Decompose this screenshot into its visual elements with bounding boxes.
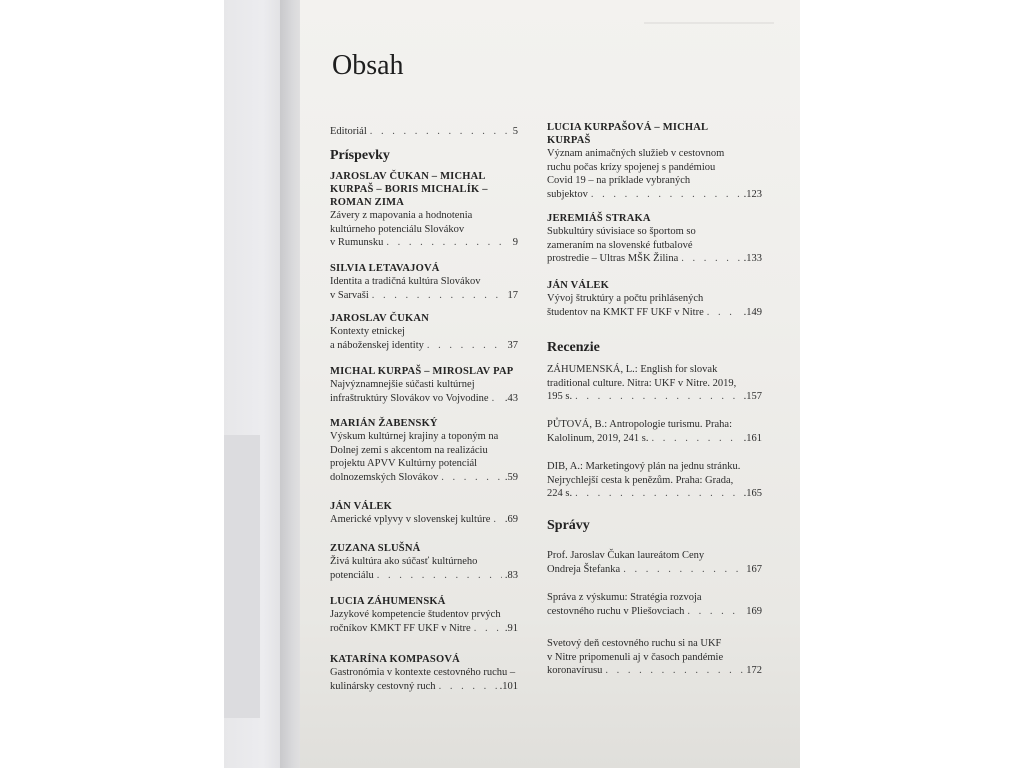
entry-line — [547, 605, 762, 619]
entry-line — [330, 471, 518, 485]
entry-line — [547, 252, 762, 266]
entry-line — [330, 339, 518, 353]
entry-author: LUCIA ZÁHUMENSKÁ — [330, 596, 446, 607]
dot-leader — [575, 487, 741, 501]
entry-title-line: Gastronómia v kontexte cestovného ruchu – — [330, 667, 516, 678]
dot-leader — [652, 432, 741, 446]
entry-line — [330, 289, 518, 303]
entry-title-line: Subkultúry súvisiace so športom so — [547, 226, 696, 237]
entry-author: KURPAŠ — [547, 135, 591, 146]
toc-entry — [547, 591, 762, 618]
entry-title-line: Americké vplyvy v slovenskej kultúre — [330, 514, 491, 525]
entry-title-line: ruchu počas krízy spojenej s pandémiou — [547, 161, 716, 173]
entry-title-line: ročníkov KMKT FF UKF v Nitre — [330, 622, 471, 634]
entry-title-line: Covid 19 – na príklade vybraných — [547, 175, 691, 187]
entry-author: JAROSLAV ČUKAN — [330, 313, 429, 324]
entry-author: MARIÁN ŽABENSKÝ — [330, 418, 438, 429]
page-number: .165 — [743, 488, 762, 500]
entry-line — [330, 622, 518, 636]
entry-title-line: Svetový deň cestovného ruchu si na UKF — [547, 638, 722, 649]
page-number: .83 — [504, 569, 518, 581]
page-number: 17 — [507, 289, 518, 301]
entry-title-line: Vývoj štruktúry a počtu prihlásených — [547, 293, 704, 304]
entry-title-line: študentov na KMKT FF UKF v Nitre — [547, 306, 704, 318]
entry-line — [547, 306, 762, 320]
dot-leader — [427, 339, 505, 353]
entry-title-line: Ondreja Štefanka — [547, 563, 621, 575]
entry-title-line: v Sarvaši — [330, 289, 369, 301]
entry-title-line: subjektov — [547, 188, 588, 200]
toc-entry — [330, 365, 518, 405]
entry-title-line: Výskum kultúrnej krajiny a toponým na — [330, 431, 499, 442]
entry-author: JEREMIÁŠ STRAKA — [547, 213, 651, 224]
entry-title-line: zameraním na slovenské futbalové — [547, 239, 693, 251]
page-number: .133 — [743, 253, 762, 265]
page-number: .91 — [504, 622, 518, 634]
page-number: 37 — [507, 339, 518, 351]
entry-title-line: Kalolinum, 2019, 241 s. — [547, 432, 649, 444]
dot-leader — [372, 289, 505, 303]
entry-title-line: koronavírusu — [547, 665, 603, 677]
entry-author: JÁN VÁLEK — [330, 501, 392, 512]
dot-leader — [370, 125, 510, 139]
page-number: .69 — [504, 514, 518, 525]
entry-title-line: ZÁHUMENSKÁ, L.: English for slovak — [547, 364, 718, 375]
entry-line — [547, 563, 762, 577]
toc-entry — [547, 460, 762, 501]
entry-title-line: Závery z mapovania a hodnotenia — [330, 210, 473, 221]
toc-entry — [330, 653, 518, 693]
page-number: 172 — [746, 665, 762, 677]
toc-entry — [547, 363, 762, 404]
entry-title-line: cestovného ruchu v Pliešovciach — [547, 605, 685, 617]
toc-entry — [330, 170, 518, 250]
entry-author: JAROSLAV ČUKAN – MICHAL — [330, 171, 486, 182]
entry-title-line: Dolnej zemi s akcentom na realizáciu — [330, 444, 488, 456]
dot-leader — [439, 680, 497, 694]
section-heading: Príspevky — [330, 148, 390, 163]
entry-title-line: Nejrychlejší cesta k penězům. Praha: Grada, — [547, 474, 734, 486]
toc-entry — [330, 262, 518, 302]
entry-line — [330, 569, 518, 583]
entry-author: ZUZANA SLUŠNÁ — [330, 543, 421, 554]
page-number: .157 — [743, 391, 762, 403]
entry-author: JÁN VÁLEK — [547, 280, 609, 291]
toc-entry — [547, 212, 762, 266]
entry-title-line: kultúrneho potenciálu Slovákov — [330, 223, 465, 235]
toc-entry — [330, 542, 518, 582]
entry-title-line: 224 s. — [547, 488, 573, 500]
page-number: .161 — [743, 432, 762, 444]
entry-line — [330, 680, 518, 694]
page-number: 169 — [746, 605, 762, 617]
toc-entry — [547, 121, 762, 201]
entry-author: ROMAN ZIMA — [330, 197, 405, 208]
toc-entry — [547, 418, 762, 445]
dot-leader — [687, 605, 743, 619]
entry-title-line: DIB, A.: Marketingový plán na jednu stránku. — [547, 461, 741, 472]
toc-entry — [330, 417, 518, 484]
page-number: .43 — [504, 392, 518, 404]
page-number: 5 — [512, 126, 518, 137]
entry-title-line: Prof. Jaroslav Čukan laureátom Ceny — [547, 550, 705, 561]
entry-title-line: traditional culture. Nitra: UKF v Nitre. 2019, — [547, 377, 737, 389]
toc-entry — [330, 312, 518, 352]
dot-leader — [591, 188, 741, 202]
dot-leader — [386, 236, 509, 250]
entry-title-line: Identita a tradičná kultúra Slovákov — [330, 276, 481, 287]
entry-title-line: prostredie – Ultras MŠK Žilina — [547, 253, 679, 265]
entry-title: Editoriál — [330, 126, 367, 137]
page-number: 167 — [746, 563, 762, 575]
toc-entry — [330, 500, 518, 527]
dot-leader — [474, 622, 502, 636]
dot-leader — [575, 390, 741, 404]
entry-title-line: v Rumunsku — [330, 237, 384, 249]
entry-title-line: Živá kultúra ako súčasť kultúrneho — [330, 556, 478, 567]
entry-title-line: projektu APVV Kultúrny potenciál — [330, 458, 478, 470]
page-title: Obsah — [332, 50, 404, 81]
entry-line — [547, 664, 762, 678]
entry-title-line: PŮTOVÁ, B.: Antropologie turismu. Praha: — [547, 419, 733, 430]
dot-leader — [707, 306, 741, 320]
entry-author: KURPAŠ – BORIS MICHALÍK – — [330, 184, 488, 195]
entry-title-line: infraštruktúry Slovákov vo Vojvodine — [330, 392, 489, 404]
entry-author: MICHAL KURPAŠ – MIROSLAV PAP — [330, 366, 514, 377]
entry-line — [547, 390, 762, 404]
entry-title-line: kulinársky cestovný ruch — [330, 680, 436, 692]
entry-title-line: dolnozemských Slovákov — [330, 471, 439, 483]
entry-title-line: potenciálu — [330, 569, 374, 581]
toc-entry — [547, 549, 762, 576]
toc-entry — [547, 279, 762, 319]
page-number: 9 — [512, 237, 518, 249]
page-number: .101 — [499, 680, 518, 692]
dot-leader — [623, 563, 743, 577]
entry-author: KATARÍNA KOMPASOVÁ — [330, 654, 460, 665]
entry-title-line: v Nitre pripomenuli aj v časoch pandémie — [547, 651, 724, 663]
entry-title-line: 195 s. — [547, 391, 573, 403]
dot-leader — [492, 392, 502, 406]
toc-entry — [330, 125, 518, 139]
entry-title-line: a náboženskej identity — [330, 339, 424, 351]
dot-leader — [681, 252, 740, 266]
entry-title-line: Jazykové kompetencie študentov prvých — [330, 609, 501, 620]
entry-line — [330, 125, 518, 139]
entry-line — [330, 392, 518, 406]
entry-author: SILVIA LETAVAJOVÁ — [330, 263, 440, 274]
page-number: .123 — [743, 188, 762, 200]
entry-line — [547, 432, 762, 446]
entry-author: LUCIA KURPAŠOVÁ – MICHAL — [547, 122, 709, 133]
bleed-through — [644, 22, 774, 24]
entry-line — [547, 188, 762, 202]
entry-line — [547, 487, 762, 501]
dot-leader — [377, 569, 502, 583]
page-number: .149 — [743, 306, 762, 318]
entry-line — [330, 513, 518, 527]
entry-title-line: Najvýznamnejšie súčasti kultúrnej — [330, 379, 475, 390]
toc-entry — [547, 637, 762, 678]
dot-leader — [493, 513, 501, 527]
entry-line — [330, 236, 518, 250]
page-number: .59 — [504, 471, 518, 483]
left-page-shadow — [224, 435, 260, 718]
dot-leader — [441, 471, 502, 485]
section-heading: Recenzie — [547, 340, 600, 355]
toc-entry — [330, 595, 518, 635]
entry-title-line: Správa z výskumu: Stratégia rozvoja — [547, 592, 702, 603]
section-heading: Správy — [547, 518, 590, 533]
dot-leader — [605, 664, 743, 678]
entry-title-line: Význam animačných služieb v cestovnom — [547, 148, 725, 159]
entry-title-line: Kontexty etnickej — [330, 326, 405, 337]
